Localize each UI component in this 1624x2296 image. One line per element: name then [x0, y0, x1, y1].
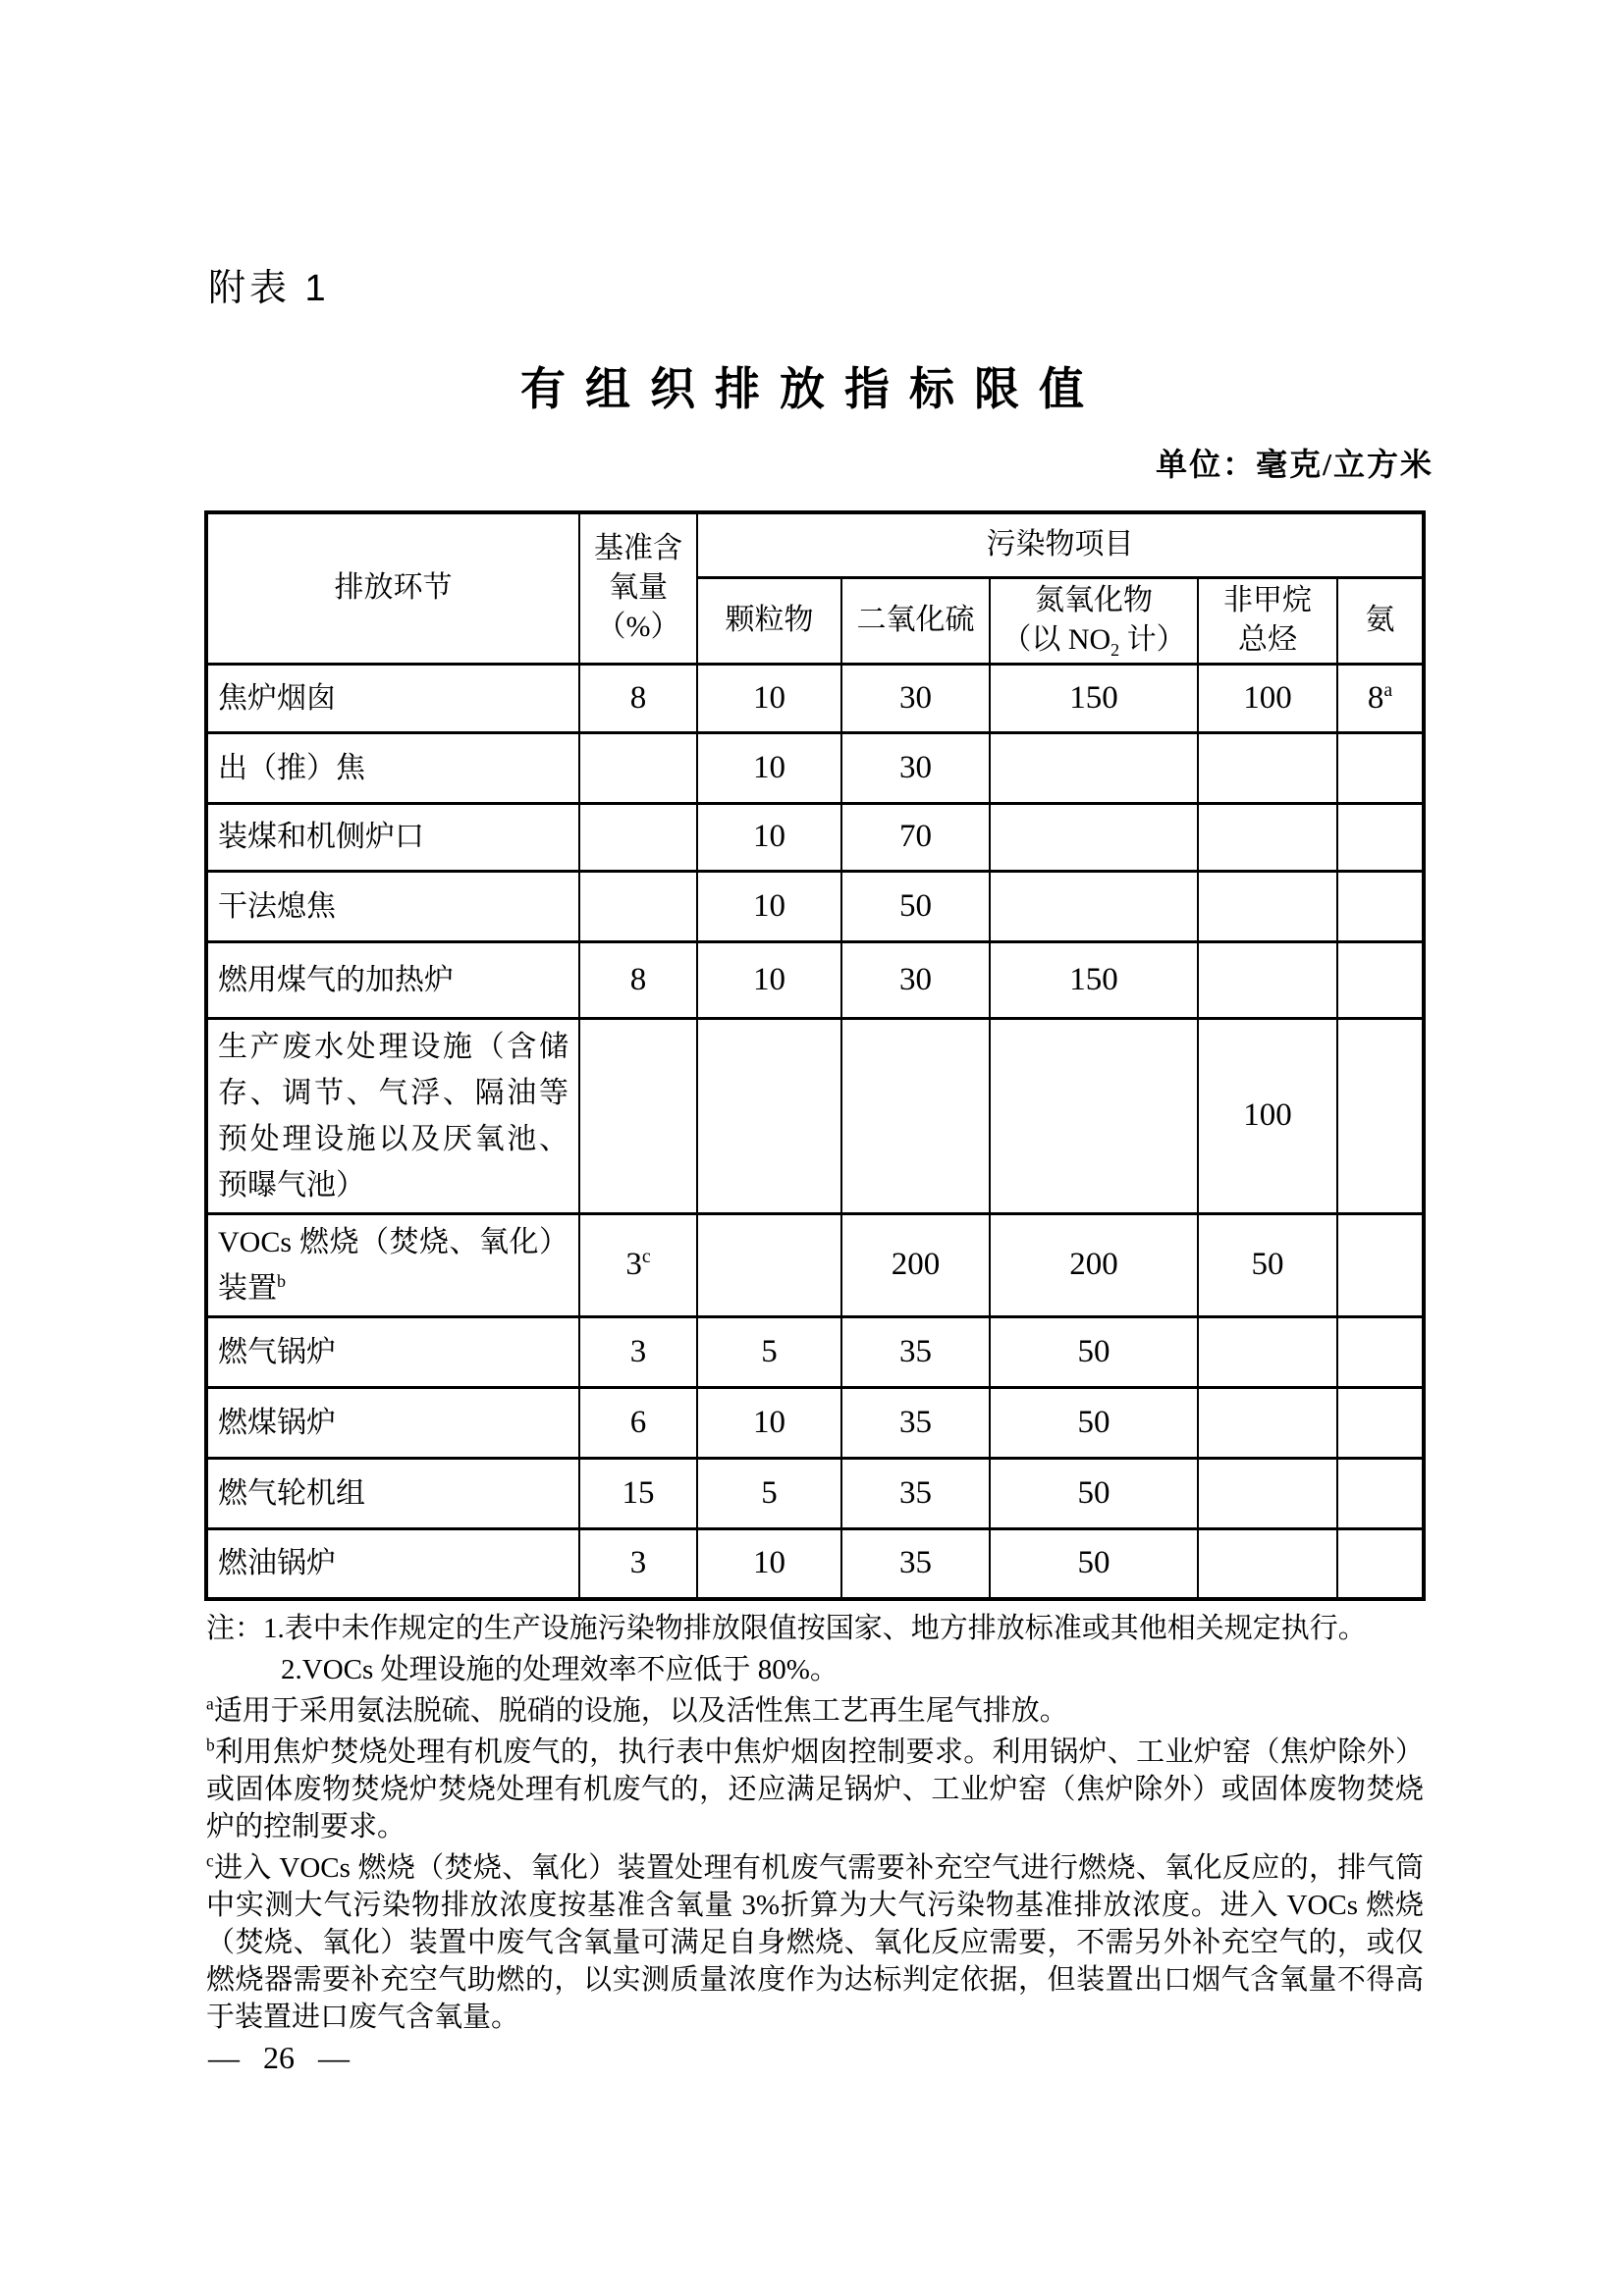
- cell-pm: 5: [697, 1316, 841, 1387]
- cell-nmhc: 100: [1198, 1018, 1337, 1213]
- cell-o2: 6: [579, 1387, 697, 1458]
- cell-nox: 50: [990, 1528, 1198, 1599]
- page-number: — 26 —: [208, 2040, 350, 2075]
- cell-o2: 3$^c$: [579, 1213, 697, 1316]
- table-row: [206, 871, 1424, 941]
- cell-pm: 5: [697, 1458, 841, 1528]
- note-item: 2.VOCs 处理设施的处理效率不应低于 80%。: [281, 1654, 839, 1685]
- cell-stage: 出（推）焦: [206, 732, 579, 803]
- cell-so2: 35: [841, 1387, 990, 1458]
- cell-nmhc: [1198, 1458, 1337, 1528]
- cell-o2: 3: [579, 1316, 697, 1387]
- emission-limits-table: [204, 510, 1426, 1601]
- cell-stage: 干法熄焦: [206, 871, 579, 941]
- cell-stage: 焦炉烟囱: [206, 664, 579, 732]
- cell-pm: 10: [697, 1528, 841, 1599]
- cell-nh3: [1337, 871, 1424, 941]
- cell-nmhc: [1198, 732, 1337, 803]
- table-row: [206, 1213, 1424, 1316]
- cell-nox: [990, 732, 1198, 803]
- cell-nox: 50: [990, 1387, 1198, 1458]
- cell-pm: 10: [697, 732, 841, 803]
- table-row: [206, 1018, 1424, 1213]
- cell-nmhc: [1198, 803, 1337, 871]
- cell-so2: 35: [841, 1458, 990, 1528]
- cell-nh3: [1337, 1387, 1424, 1458]
- page-title: 有组织排放指标限值: [520, 363, 1104, 414]
- cell-nh3: [1337, 1458, 1424, 1528]
- cell-pm: 10: [697, 871, 841, 941]
- cell-nmhc: [1198, 1528, 1337, 1599]
- cell-stage: 装煤和机侧炉口: [206, 803, 579, 871]
- column-header-stage: 排放环节: [206, 512, 579, 664]
- cell-so2: [841, 1018, 990, 1213]
- cell-pm: [697, 1018, 841, 1213]
- cell-stage: 燃气锅炉: [206, 1316, 579, 1387]
- cell-so2: 30: [841, 732, 990, 803]
- footnotes: [206, 1610, 1424, 2040]
- attachment-table-label: 附表 1: [208, 268, 330, 309]
- table-row: [206, 732, 1424, 803]
- column-header-pollutants: 污染物项目: [697, 512, 1424, 577]
- cell-nmhc: [1198, 941, 1337, 1018]
- cell-nox: [990, 871, 1198, 941]
- cell-stage: 燃煤锅炉: [206, 1387, 579, 1458]
- cell-stage: 燃油锅炉: [206, 1528, 579, 1599]
- cell-so2: 35: [841, 1316, 990, 1387]
- note-item: $^c$进入 VOCs 燃烧（焚烧、氧化）装置处理有机废气需要补充空气进行燃烧、氧化反应的，排气筒中实测大气污染物排放浓度按基准含氧量 3%折算为大气污染物基准排放浓度。进入 VOCs 燃烧（焚烧、氧化）装置中废气含氧量可满足自身燃烧、氧化反应需要，不需另外补充空气的，或仅燃烧器需要补充空气助燃的，以实测质量浓度作为达标判定依据，但装置出口烟气含氧量不得高于装置进口废气含氧量。: [206, 1850, 1424, 2033]
- table-row: [206, 941, 1424, 1018]
- cell-nmhc: [1198, 1316, 1337, 1387]
- cell-nh3: [1337, 803, 1424, 871]
- cell-stage: VOCs 燃烧（焚烧、氧化）装置$^b$: [206, 1213, 579, 1316]
- table-row: [206, 1458, 1424, 1528]
- cell-nox: 50: [990, 1458, 1198, 1528]
- table-row: [206, 803, 1424, 871]
- table-row: [206, 1316, 1424, 1387]
- note-item: $^b$利用焦炉焚烧处理有机废气的，执行表中焦炉烟囱控制要求。利用锅炉、工业炉窑（焦炉除外）或固体废物焚烧炉焚烧处理有机废气的，还应满足锅炉、工业炉窑（焦炉除外）或固体废物焚烧炉的控制要求。: [206, 1735, 1424, 1842]
- cell-o2: [579, 871, 697, 941]
- cell-nmhc: [1198, 1387, 1337, 1458]
- cell-nh3: [1337, 1213, 1424, 1316]
- cell-o2: 8: [579, 664, 697, 732]
- table-row: [206, 1387, 1424, 1458]
- cell-o2: [579, 1018, 697, 1213]
- table-header-row-1: [206, 512, 1424, 577]
- cell-pm: 10: [697, 803, 841, 871]
- cell-nox: 150: [990, 941, 1198, 1018]
- cell-nox: 50: [990, 1316, 1198, 1387]
- cell-o2: 3: [579, 1528, 697, 1599]
- cell-nh3: [1337, 941, 1424, 1018]
- cell-o2: [579, 732, 697, 803]
- cell-stage: 燃气轮机组: [206, 1458, 579, 1528]
- cell-o2: 8: [579, 941, 697, 1018]
- column-header-nmhc: 非甲烷 总烃: [1198, 577, 1337, 664]
- cell-nox: [990, 1018, 1198, 1213]
- cell-o2: 15: [579, 1458, 697, 1528]
- cell-nmhc: [1198, 871, 1337, 941]
- cell-pm: [697, 1213, 841, 1316]
- unit-label: 单位：毫克/立方米: [1156, 447, 1434, 482]
- column-header-o2: 基准含 氧量 （%）: [579, 512, 697, 664]
- cell-so2: 30: [841, 664, 990, 732]
- table-row: [206, 1528, 1424, 1599]
- cell-so2: 200: [841, 1213, 990, 1316]
- cell-nh3: [1337, 732, 1424, 803]
- no2-subscript: 2: [1110, 640, 1120, 660]
- cell-so2: 70: [841, 803, 990, 871]
- column-header-nox: 氮氧化物 （以 $NO_2$ 计）: [990, 577, 1198, 664]
- cell-nox: 150: [990, 664, 1198, 732]
- cell-stage: 生产废水处理设施（含储存、调节、气浮、隔油等预处理设施以及厌氧池、预曝气池）: [206, 1018, 579, 1213]
- cell-so2: 35: [841, 1528, 990, 1599]
- column-header-so2: 二氧化硫: [841, 577, 990, 664]
- cell-o2: [579, 803, 697, 871]
- column-header-nh3: 氨: [1337, 577, 1424, 664]
- column-header-pm: 颗粒物: [697, 577, 841, 664]
- cell-nh3: 8$^a$: [1337, 664, 1424, 732]
- cell-nmhc: 100: [1198, 664, 1337, 732]
- cell-pm: 10: [697, 941, 841, 1018]
- cell-pm: 10: [697, 664, 841, 732]
- cell-nmhc: 50: [1198, 1213, 1337, 1316]
- cell-nox: [990, 803, 1198, 871]
- cell-stage: 燃用煤气的加热炉: [206, 941, 579, 1018]
- cell-nh3: [1337, 1316, 1424, 1387]
- note-item: $^a$适用于采用氨法脱硫、脱硝的设施，以及活性焦工艺再生尾气排放。: [206, 1693, 1068, 1727]
- cell-nh3: [1337, 1018, 1424, 1213]
- table-row: [206, 664, 1424, 732]
- cell-pm: 10: [697, 1387, 841, 1458]
- note-item: 注：1.表中未作规定的生产设施污染物排放限值按国家、地方排放标准或其他相关规定执行。: [206, 1613, 1367, 1644]
- cell-nox: 200: [990, 1213, 1198, 1316]
- cell-so2: 50: [841, 871, 990, 941]
- cell-so2: 30: [841, 941, 990, 1018]
- cell-nh3: [1337, 1528, 1424, 1599]
